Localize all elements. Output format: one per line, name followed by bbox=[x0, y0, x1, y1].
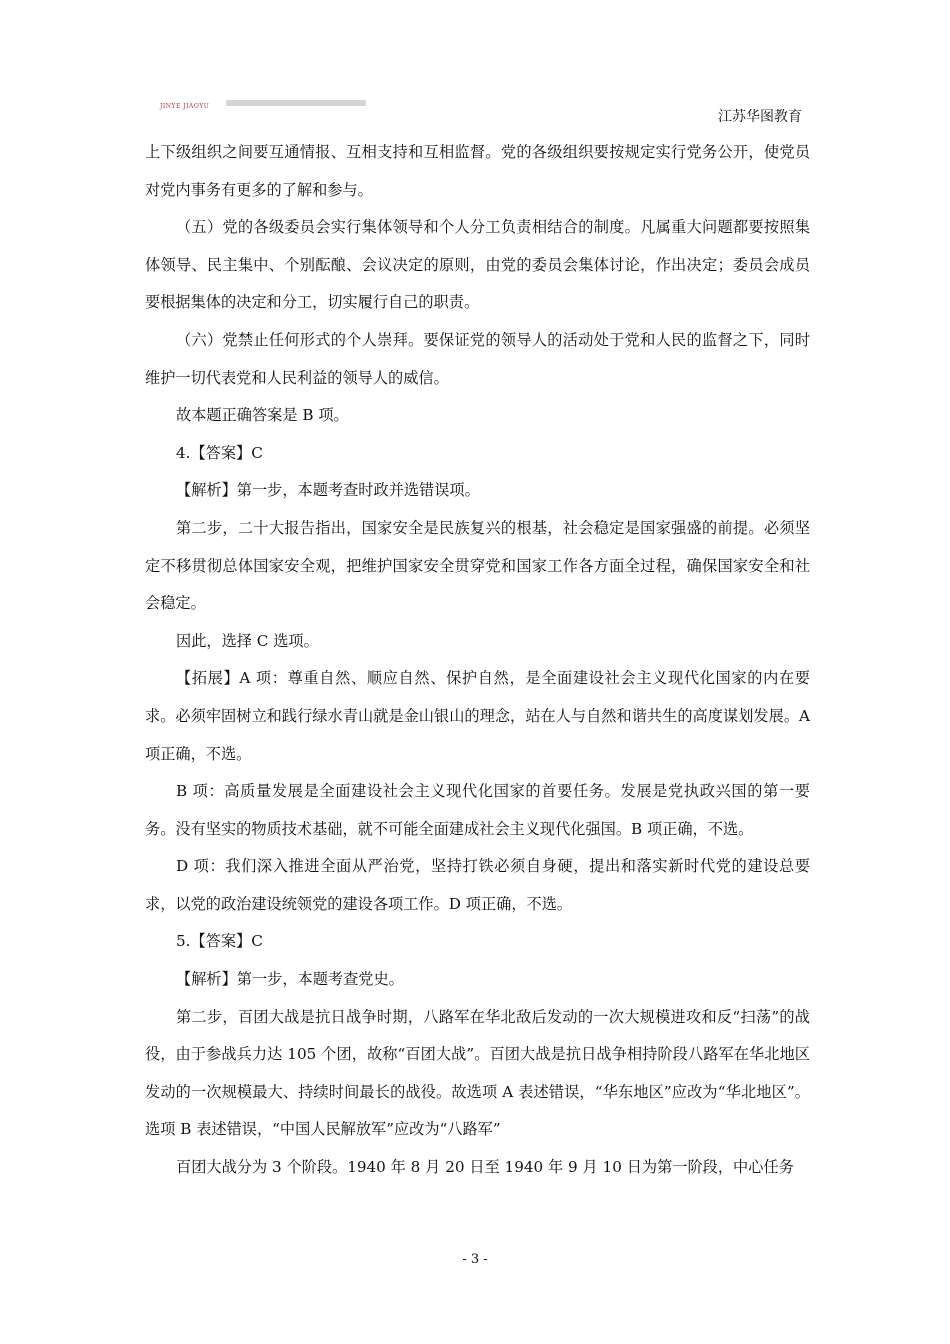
answer-heading: 4.【答案】C bbox=[176, 443, 263, 462]
paragraph: 【解析】第一步，本题考查党史。 bbox=[176, 970, 404, 989]
paragraph: D 项：我们深入推进全面从严治党，坚持打铁必须自身硬，提出和落实新时代党的建设总要求，以党的政治建设统领党的建设各项工作。D 项正确，不选。 bbox=[145, 857, 810, 913]
paragraph: B 项：高质量发展是全面建设社会主义现代化国家的首要任务。发展是党执政兴国的第一要务。没有坚实的物质技术基础，就不可能全面建成社会主义现代化强国。B 项正确，不选。 bbox=[145, 782, 810, 838]
answer-heading: 5.【答案】C bbox=[176, 932, 263, 951]
paragraph: （六）党禁止任何形式的个人崇拜。要保证党的领导人的活动处于党和人民的监督之下，同时维护一切代表党和人民利益的领导人的威信。 bbox=[145, 330, 810, 387]
header-logo bbox=[160, 100, 370, 114]
header-title: 江苏华图教育 bbox=[718, 109, 802, 125]
paragraph: 【解析】第一步，本题考查时政并选错误项。 bbox=[176, 481, 480, 500]
paragraph: 故本题正确答案是 B 项。 bbox=[176, 406, 349, 425]
paragraph: 第二步，二十大报告指出，国家安全是民族复兴的根基，社会稳定是国家强盛的前提。必须坚定不移贯彻总体国家安全观，把维护国家安全贯穿党和国家工作各方面全过程，确保国家安全和社会稳定。 bbox=[145, 518, 810, 613]
paragraph: 第二步，百团大战是抗日战争时期，八路军在华北敌后发动的一次大规模进攻和反“扫荡”的战役，由于参战兵力达 105 个团，故称“百团大战”。百团大战是抗日战争相持阶段八路军在华北地区发动的一次规模最大、持续时间最长的战役。故选项 A 表述错误，“华东地区”应改为“华北地区”。选项 B 表述错误，“中国人民解放军”应改为“八路军” bbox=[145, 1007, 810, 1139]
paragraph: 【拓展】A 项：尊重自然、顺应自然、保护自然，是全面建设社会主义现代化国家的内在要求。必须牢固树立和践行绿水青山就是金山银山的理念，站在人与自然和谐共生的高度谋划发展。A 项正确，不选。 bbox=[145, 669, 810, 763]
paragraph: 因此，选择 C 选项。 bbox=[176, 631, 319, 650]
document-body bbox=[145, 134, 810, 1187]
paragraph: 百团大战分为 3 个阶段。1940 年 8 月 20 日至 1940 年 9 月 10 日为第一阶段，中心任务 bbox=[176, 1158, 794, 1177]
logo-small-text: JINYE JIAOYU bbox=[160, 103, 210, 110]
paragraph: （五）党的各级委员会实行集体领导和个人分工负责相结合的制度。凡属重大问题都要按照集体领导、民主集中、个别酝酿、会议决定的原则，由党的委员会集体讨论，作出决定；委员会成员要根据集体的决定和分工，切实履行自己的职责。 bbox=[145, 218, 810, 312]
paragraph: 上下级组织之间要互通情报、互相支持和互相监督。党的各级组织要按规定实行党务公开，使党员对党内事务有更多的了解和参与。 bbox=[145, 143, 810, 199]
logo-watermark-bar bbox=[226, 100, 366, 106]
page-number: - 3 - bbox=[462, 1252, 488, 1267]
